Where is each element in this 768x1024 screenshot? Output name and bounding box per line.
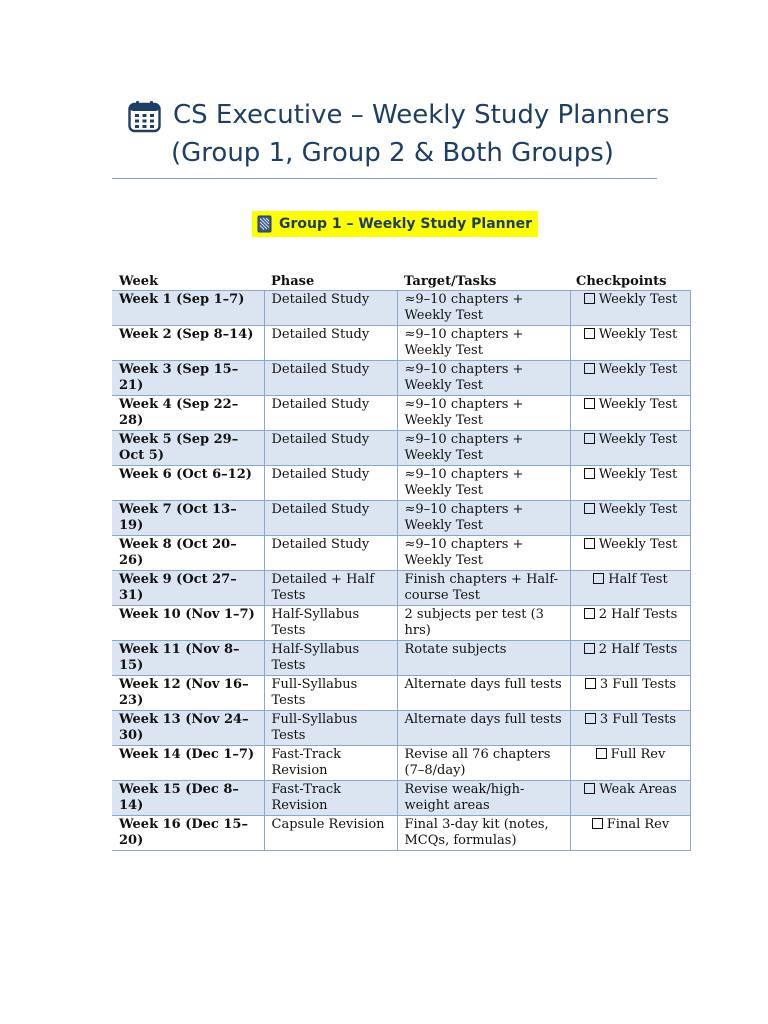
checkpoint-cell: [570, 396, 690, 431]
header-phase: Phase: [264, 268, 397, 291]
checkpoint-cell: [570, 571, 690, 606]
checkpoint-label: 2 Half Tests: [598, 607, 678, 622]
checkbox[interactable]: [584, 398, 595, 409]
checkpoint-cell: [570, 676, 690, 711]
week-cell: Week 7 (Oct 13–19): [112, 501, 264, 536]
checkbox[interactable]: [585, 678, 596, 689]
checkpoint-label: Weekly Test: [598, 362, 678, 377]
table-row: [112, 571, 690, 606]
checkpoint-cell: [570, 536, 690, 571]
week-cell: Week 16 (Dec 15–20): [112, 816, 264, 851]
checkbox[interactable]: [584, 608, 595, 619]
checkpoint-label: Weekly Test: [598, 467, 678, 482]
phase-cell: Full-Syllabus Tests: [264, 711, 397, 746]
table-row: [112, 396, 690, 431]
study-planner-table: [112, 268, 691, 851]
tasks-cell: Final 3-day kit (notes, MCQs, formulas): [397, 816, 570, 851]
checkpoint-label: 2 Half Tests: [598, 642, 678, 657]
checkbox[interactable]: [584, 503, 595, 514]
phase-cell: Detailed Study: [264, 431, 397, 466]
checkbox[interactable]: [593, 573, 604, 584]
phase-cell: Capsule Revision: [264, 816, 397, 851]
phase-cell: Detailed Study: [264, 536, 397, 571]
checkpoint-label: Full Rev: [610, 747, 666, 762]
checkpoint-label: Weekly Test: [598, 432, 678, 447]
header-tasks: Target/Tasks: [397, 268, 570, 291]
checkpoint-cell: [570, 501, 690, 536]
checkpoint-label: Weekly Test: [598, 327, 678, 342]
tasks-cell: ≈9–10 chapters + Weekly Test: [397, 361, 570, 396]
group-1-heading-text: Group 1 – Weekly Study Planner: [279, 216, 533, 232]
group-1-heading: [252, 211, 538, 237]
table-row: [112, 536, 690, 571]
checkpoint-cell: [570, 746, 690, 781]
checkpoint-cell: [570, 711, 690, 746]
phase-cell: Detailed + Half Tests: [264, 571, 397, 606]
tasks-cell: ≈9–10 chapters + Weekly Test: [397, 396, 570, 431]
phase-cell: Fast-Track Revision: [264, 746, 397, 781]
checkbox[interactable]: [592, 818, 603, 829]
week-cell: Week 1 (Sep 1–7): [112, 291, 264, 326]
checkbox[interactable]: [584, 783, 595, 794]
phase-cell: Detailed Study: [264, 501, 397, 536]
checkpoint-label: Half Test: [608, 572, 668, 587]
checkbox[interactable]: [585, 713, 596, 724]
tasks-cell: Revise all 76 chapters (7–8/day): [397, 746, 570, 781]
phase-cell: Detailed Study: [264, 396, 397, 431]
checkbox[interactable]: [584, 328, 595, 339]
table-row: [112, 676, 690, 711]
checkpoint-label: Weekly Test: [598, 397, 678, 412]
checkpoint-cell: [570, 326, 690, 361]
week-cell: Week 12 (Nov 16–23): [112, 676, 264, 711]
header-checkpoints: Checkpoints: [570, 268, 690, 291]
phase-cell: Full-Syllabus Tests: [264, 676, 397, 711]
checkbox[interactable]: [584, 293, 595, 304]
checkpoint-label: Weekly Test: [598, 537, 678, 552]
phase-cell: Half-Syllabus Tests: [264, 606, 397, 641]
tasks-cell: ≈9–10 chapters + Weekly Test: [397, 431, 570, 466]
week-cell: Week 11 (Nov 8–15): [112, 641, 264, 676]
checkbox[interactable]: [584, 643, 595, 654]
notebook-icon: [256, 215, 272, 233]
tasks-cell: ≈9–10 chapters + Weekly Test: [397, 466, 570, 501]
table-row: [112, 291, 690, 326]
week-cell: Week 14 (Dec 1–7): [112, 746, 264, 781]
title-line-1: CS Executive – Weekly Study Planners: [173, 100, 670, 130]
table-row: [112, 606, 690, 641]
phase-cell: Detailed Study: [264, 466, 397, 501]
table-row: [112, 641, 690, 676]
header-week: Week: [112, 268, 264, 291]
tasks-cell: Finish chapters + Half-course Test: [397, 571, 570, 606]
phase-cell: Detailed Study: [264, 291, 397, 326]
table-row: [112, 781, 690, 816]
checkpoint-cell: [570, 606, 690, 641]
checkpoint-cell: [570, 816, 690, 851]
title-divider: [112, 178, 657, 179]
table-header-row: [112, 268, 690, 291]
checkbox[interactable]: [584, 433, 595, 444]
tasks-cell: 2 subjects per test (3 hrs): [397, 606, 570, 641]
table-row: [112, 361, 690, 396]
calendar-icon: [128, 100, 161, 133]
checkbox[interactable]: [584, 363, 595, 374]
title-line-2: (Group 1, Group 2 & Both Groups): [171, 138, 614, 168]
phase-cell: Detailed Study: [264, 361, 397, 396]
tasks-cell: ≈9–10 chapters + Weekly Test: [397, 326, 570, 361]
checkpoint-label: Weekly Test: [598, 292, 678, 307]
week-cell: Week 3 (Sep 15–21): [112, 361, 264, 396]
week-cell: Week 5 (Sep 29–Oct 5): [112, 431, 264, 466]
table-row: [112, 466, 690, 501]
week-cell: Week 10 (Nov 1–7): [112, 606, 264, 641]
week-cell: Week 9 (Oct 27–31): [112, 571, 264, 606]
week-cell: Week 2 (Sep 8–14): [112, 326, 264, 361]
checkpoint-cell: [570, 466, 690, 501]
checkpoint-cell: [570, 781, 690, 816]
phase-cell: Half-Syllabus Tests: [264, 641, 397, 676]
checkpoint-cell: [570, 641, 690, 676]
week-cell: Week 15 (Dec 8–14): [112, 781, 264, 816]
table-row: [112, 711, 690, 746]
table-row: [112, 501, 690, 536]
checkpoint-label: 3 Full Tests: [599, 712, 677, 727]
tasks-cell: ≈9–10 chapters + Weekly Test: [397, 536, 570, 571]
week-cell: Week 8 (Oct 20–26): [112, 536, 264, 571]
week-cell: Week 6 (Oct 6–12): [112, 466, 264, 501]
week-cell: Week 4 (Sep 22–28): [112, 396, 264, 431]
table-row: [112, 816, 690, 851]
table-row: [112, 431, 690, 466]
checkpoint-cell: [570, 361, 690, 396]
checkbox[interactable]: [584, 468, 595, 479]
table-row: [112, 746, 690, 781]
checkpoint-label: Weekly Test: [598, 502, 678, 517]
checkpoint-label: 3 Full Tests: [599, 677, 677, 692]
tasks-cell: Alternate days full tests: [397, 676, 570, 711]
checkpoint-label: Weak Areas: [599, 782, 677, 797]
table-row: [112, 326, 690, 361]
checkpoint-label: Final Rev: [606, 817, 670, 832]
week-cell: Week 13 (Nov 24–30): [112, 711, 264, 746]
tasks-cell: Rotate subjects: [397, 641, 570, 676]
checkbox[interactable]: [584, 538, 595, 549]
tasks-cell: Alternate days full tests: [397, 711, 570, 746]
tasks-cell: ≈9–10 chapters + Weekly Test: [397, 501, 570, 536]
tasks-cell: Revise weak/high-weight areas: [397, 781, 570, 816]
phase-cell: Detailed Study: [264, 326, 397, 361]
phase-cell: Fast-Track Revision: [264, 781, 397, 816]
checkpoint-cell: [570, 431, 690, 466]
tasks-cell: ≈9–10 chapters + Weekly Test: [397, 291, 570, 326]
checkpoint-cell: [570, 291, 690, 326]
checkbox[interactable]: [596, 748, 607, 759]
